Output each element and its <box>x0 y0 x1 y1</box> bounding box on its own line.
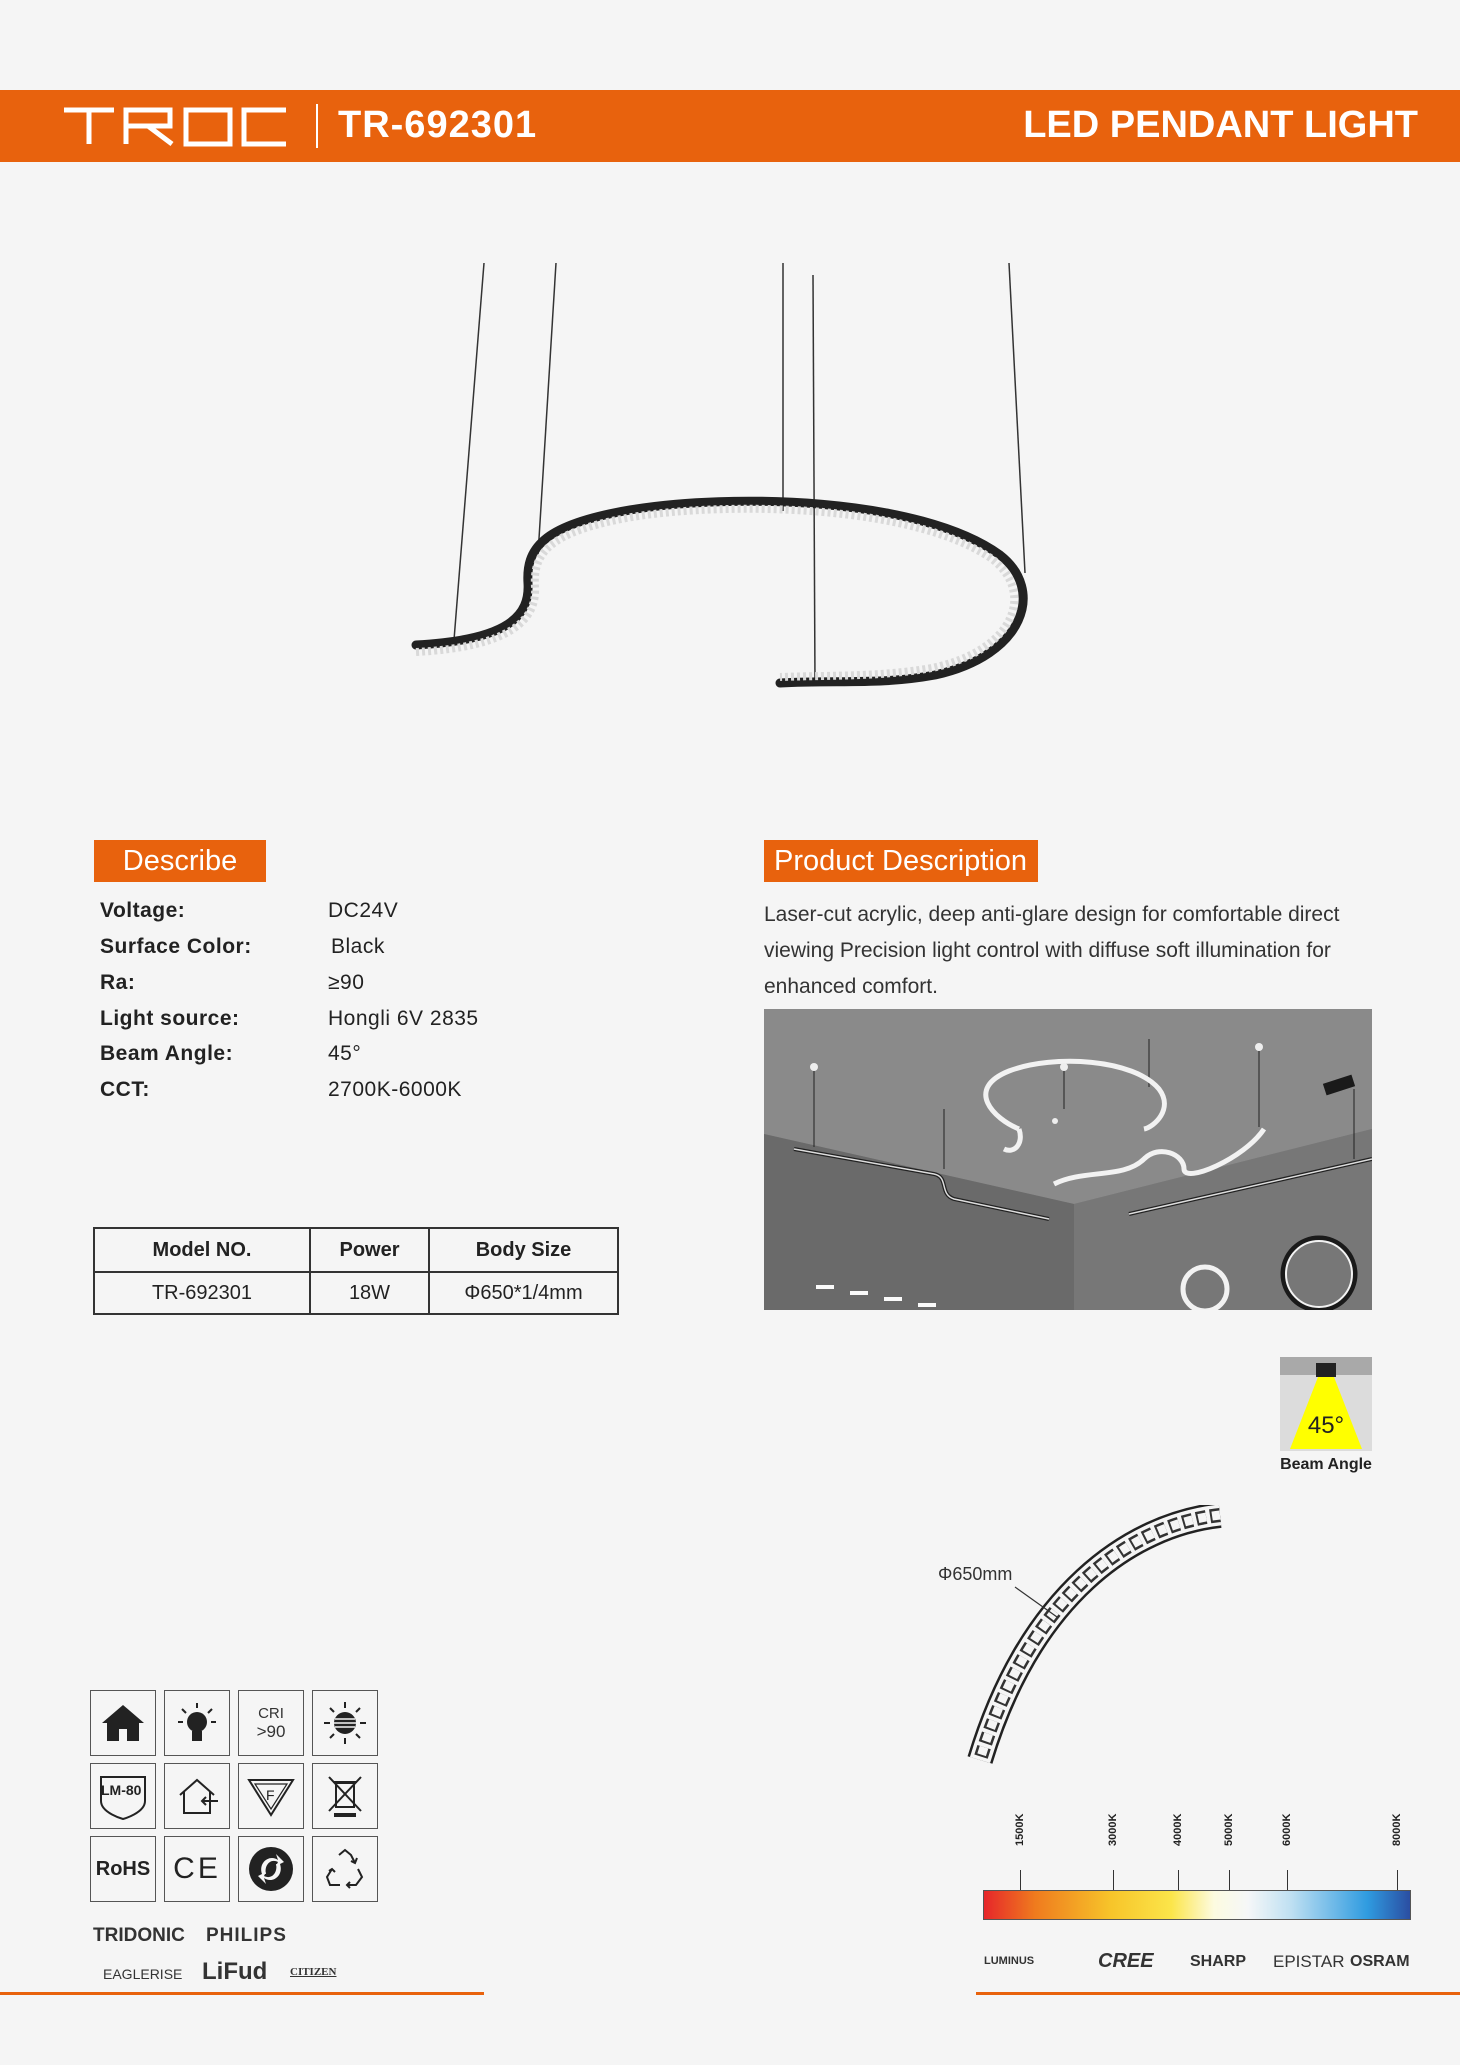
cct-color-bar <box>983 1890 1411 1920</box>
table-cell-body-size: Φ650*1/4mm <box>429 1272 618 1314</box>
cct-label: 3000K <box>1107 1813 1119 1846</box>
sun-dimmer-icon <box>312 1690 378 1756</box>
product-type: LED PENDANT LIGHT <box>1023 104 1418 146</box>
beam-angle-caption: Beam Angle <box>1280 1456 1372 1473</box>
lm80-label: LM-80 <box>101 1782 142 1798</box>
table-header-body-size: Body Size <box>429 1228 618 1272</box>
spec-value: DC24V <box>328 899 399 922</box>
spec-label: Ra: <box>100 971 136 994</box>
brand-citizen: CITIZEN <box>290 1966 337 1978</box>
table-header-power: Power <box>310 1228 429 1272</box>
brand-eaglerise: EAGLERISE <box>103 1966 183 1982</box>
home-icon <box>90 1690 156 1756</box>
rohs-icon <box>90 1836 156 1902</box>
spec-value: 45° <box>328 1042 362 1065</box>
ce-icon <box>164 1836 230 1902</box>
diameter-label: Φ650mm <box>938 1564 1013 1584</box>
green-dot-icon <box>238 1836 304 1902</box>
f-mark-icon <box>238 1763 304 1829</box>
spec-label: Beam Angle: <box>100 1042 234 1065</box>
svg-text:F: F <box>266 1787 275 1803</box>
table-row <box>94 1272 618 1314</box>
brand-lifud: LiFud <box>202 1958 268 1985</box>
spec-label: Light source: <box>100 1007 240 1030</box>
table-cell-power: 18W <box>310 1272 429 1314</box>
bulb-icon <box>164 1690 230 1756</box>
spec-value: Hongli 6V 2835 <box>328 1007 479 1030</box>
cct-label: 4000K <box>1172 1813 1184 1846</box>
beam-angle-value: 45° <box>1307 1412 1345 1439</box>
recycle-icon <box>312 1836 378 1902</box>
cri-icon <box>238 1690 304 1756</box>
spec-value: 2700K-6000K <box>328 1078 462 1101</box>
table-header-model: Model NO. <box>94 1228 310 1272</box>
product-description-text: Laser-cut acrylic, deep anti-glare design for comfortable direct viewing Precision light control with diffuse soft illumination for enhanced comfort. <box>764 903 1340 998</box>
table-cell-model: TR-692301 <box>94 1272 310 1314</box>
spec-value: Black <box>331 935 385 958</box>
weee-bin-icon <box>312 1763 378 1829</box>
spec-label: Surface Color: <box>100 935 252 958</box>
spec-value: ≥90 <box>328 971 365 994</box>
bottom-rule-right <box>976 1992 1460 1995</box>
describe-heading: Describe <box>94 840 266 882</box>
installation-scene-image <box>764 1009 1372 1310</box>
brand-luminus: LUMINUS <box>984 1955 1035 1967</box>
cct-label: 8000K <box>1391 1813 1403 1846</box>
cri-value: >90 <box>256 1721 286 1741</box>
ce-label: CE <box>173 1852 221 1885</box>
lm80-icon <box>90 1763 156 1829</box>
brand-tridonic: TRIDONIC <box>93 1925 185 1946</box>
brand-philips: PHILIPS <box>206 1925 287 1946</box>
header-bar <box>0 90 1460 162</box>
cri-label: CRI <box>258 1704 284 1722</box>
brand-sharp: SHARP <box>1190 1953 1247 1970</box>
bottom-rule-left <box>0 1992 484 1995</box>
model-spec-table <box>93 1227 619 1315</box>
rohs-label: RoHS <box>95 1857 151 1880</box>
arc-dimension-drawing <box>940 1505 1240 1775</box>
indoor-icon <box>164 1763 230 1829</box>
model-number: TR-692301 <box>338 104 538 146</box>
troc-logo <box>62 100 292 152</box>
cct-label: 6000K <box>1281 1813 1293 1846</box>
brand-epistar: EPISTAR <box>1273 1952 1345 1971</box>
pendant-light-illustration <box>400 255 1060 695</box>
cct-label: 1500K <box>1014 1813 1026 1846</box>
product-description-heading: Product Description <box>764 840 1038 882</box>
brand-cree: CREE <box>1098 1950 1154 1972</box>
cct-label: 5000K <box>1223 1813 1235 1846</box>
spec-label: Voltage: <box>100 899 186 922</box>
spec-label: CCT: <box>100 1078 150 1101</box>
brand-osram: OSRAM <box>1350 1953 1410 1970</box>
header-divider <box>316 104 318 148</box>
